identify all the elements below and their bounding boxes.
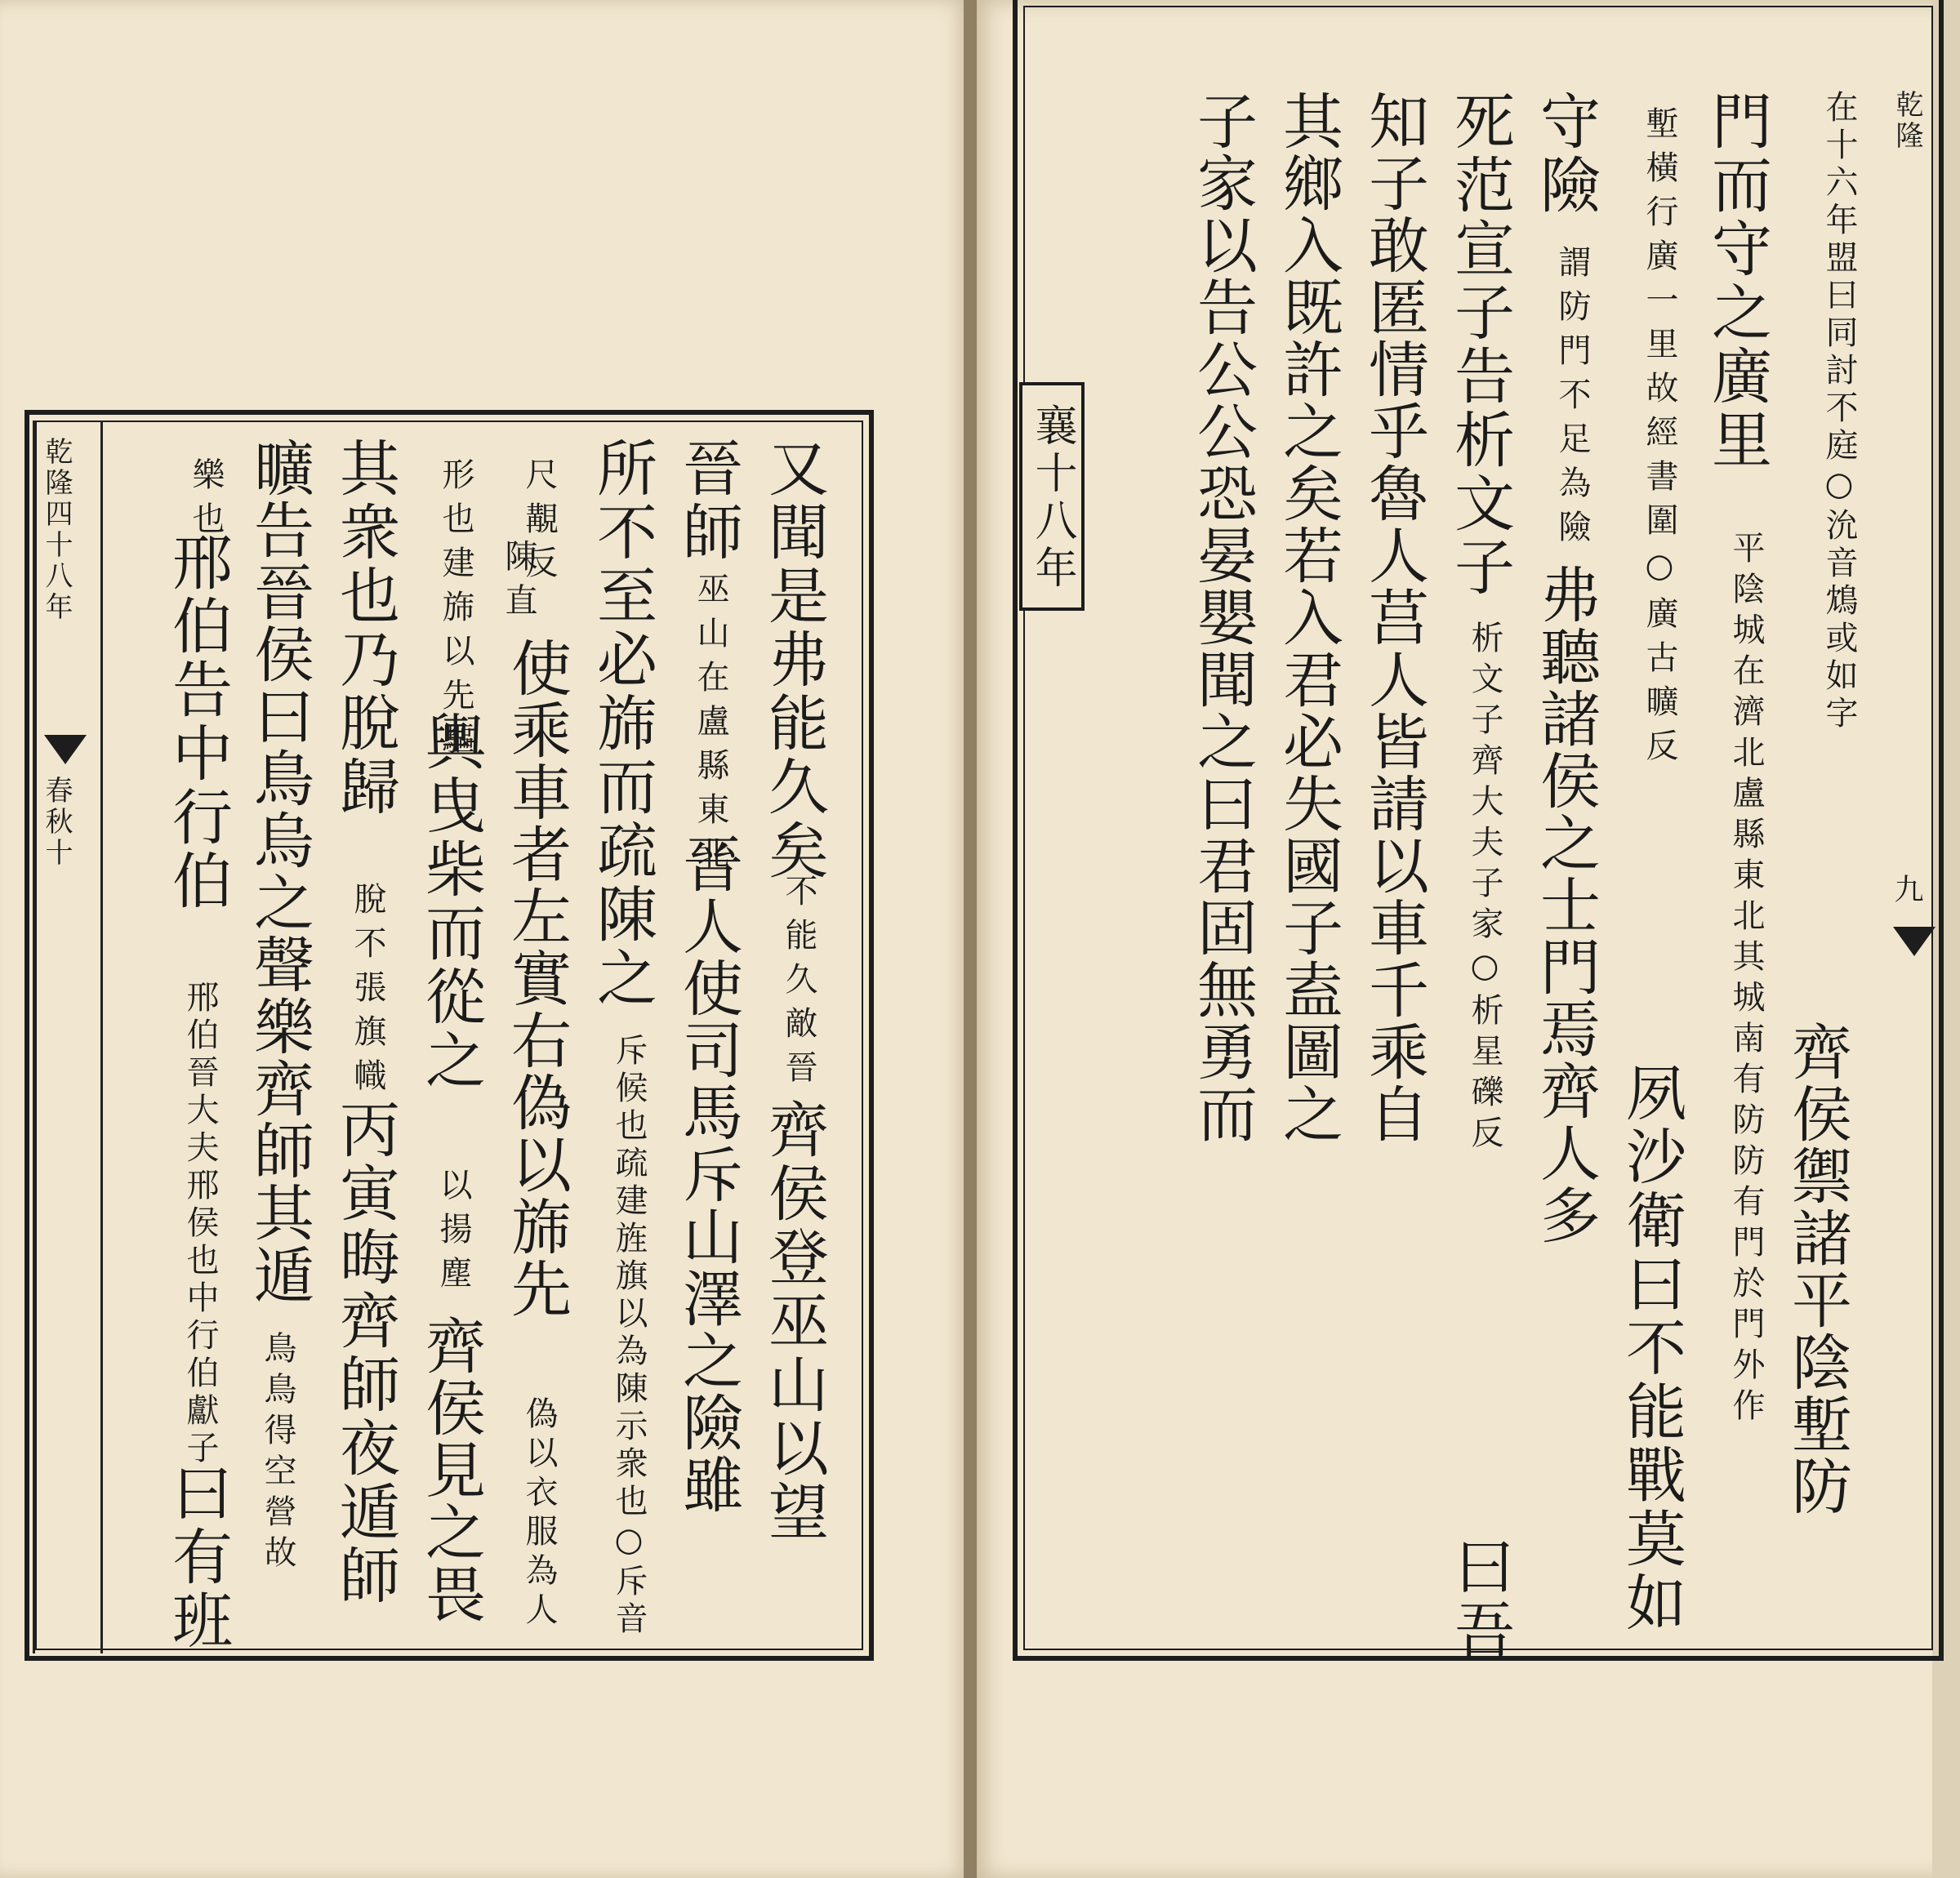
right-col-1-note: 在十六年盟曰同討不庭○沇音鴆或如字 <box>1820 90 1858 733</box>
left-col-4-main2: 使乘車者左實右偽以旆先 <box>501 637 572 1319</box>
left-col-8-main3: 曰有班 <box>163 1462 233 1653</box>
left-col-6-main2: 丙寅晦齊師夜遁師 <box>330 1098 400 1608</box>
left-col-1-main2: 齊侯登巫山以望 <box>759 1098 829 1544</box>
left-col-7-main: 曠告晉侯曰鳥烏之聲樂齊師其遁 <box>244 437 314 1306</box>
fish-tail-mark-right <box>1893 927 1936 956</box>
right-banxin-folio: 九 <box>1890 874 1923 903</box>
right-col-4-main: 守險 <box>1530 90 1601 217</box>
left-col-1-main: 又聞是弗能久矣 <box>759 437 829 883</box>
left-col-6-note: 脫不張旗幟 <box>349 882 386 1102</box>
left-banxin-edition: 乾隆四十八年 <box>40 437 73 623</box>
left-col-8-main2: 邢伯告中行伯 <box>163 531 233 913</box>
right-col-7-main: 其鄉入既許之矣若入君必失國子盍圖之 <box>1273 90 1343 1145</box>
right-col-4-note: 謂防門不足為險 <box>1553 245 1591 554</box>
right-col-8-main: 子家以告公公恐晏嬰聞之曰君固無勇而 <box>1187 90 1258 1145</box>
right-col-5-main2: 曰吾 <box>1445 1535 1515 1662</box>
right-col-6-main: 知子敢匿情乎魯人莒人皆請以車千乘自 <box>1359 90 1429 1145</box>
right-col-3-main2: 夙沙衛曰不能戰莫如 <box>1616 1061 1686 1635</box>
left-col-5-main3: 齊侯見之畏 <box>416 1315 486 1625</box>
left-col-2-main2: 晉人使司馬斥山澤之險雖 <box>673 833 743 1515</box>
chapter-title-box <box>1019 382 1085 611</box>
left-col-6-main: 其衆也乃脫歸 <box>330 437 400 819</box>
right-col-5-note: 析文子齊大夫子家○析星礫反 <box>1466 621 1503 1156</box>
left-col-1-note: 不能久敵晉 <box>780 874 817 1094</box>
left-col-7-note: 鳥鳥得空營故 <box>259 1331 296 1576</box>
left-col-8-note2: 邢伯晉大夫邢侯也中行伯獻子 <box>181 980 219 1468</box>
right-col-4-main2: 弗聽諸侯之士門焉齊人多 <box>1530 563 1601 1246</box>
left-col-2-main: 晉師 <box>673 437 743 564</box>
left-col-5-main2: 輿曳柴而從之 <box>416 710 486 1093</box>
left-col-4-note: 尺覯反 <box>520 457 558 590</box>
left-col-3-note: 斥候也疏建旌旗以為陳示衆也○斥音 <box>610 1033 648 1639</box>
right-banxin-edition: 乾隆 <box>1891 90 1923 152</box>
left-col-2-note: 巫山在盧縣東北 <box>692 572 729 880</box>
left-col-5-note: 形也建旆以先驅 <box>437 457 474 766</box>
chapter-title: 襄十八年 <box>1027 403 1076 593</box>
left-banxin-volume: 春秋十 <box>40 776 73 869</box>
right-col-3-note: 塹橫行廣一里故經書圍○廣古曠反 <box>1641 106 1678 772</box>
left-col-5-note3: 以揚塵 <box>434 1168 472 1300</box>
left-col-4-note3: 偽以衣服為人 <box>520 1396 558 1631</box>
right-col-2-note: 平陰城在濟北盧縣東北其城南有防防有門於門外作 <box>1727 531 1765 1429</box>
right-col-1-main2: 齊侯禦諸平陰塹防 <box>1782 1021 1852 1517</box>
book-gutter <box>964 0 977 1878</box>
right-col-5-main: 死范宣子告析文子 <box>1445 90 1515 599</box>
left-col-8-note: 樂也 <box>187 457 225 545</box>
left-col-4-note2: 陳直 <box>500 539 537 627</box>
left-col-3-main: 所不至必旆而疏陳之 <box>587 437 657 1010</box>
right-col-2-main: 門而守之廣里 <box>1702 90 1772 472</box>
fish-tail-mark <box>44 735 87 764</box>
